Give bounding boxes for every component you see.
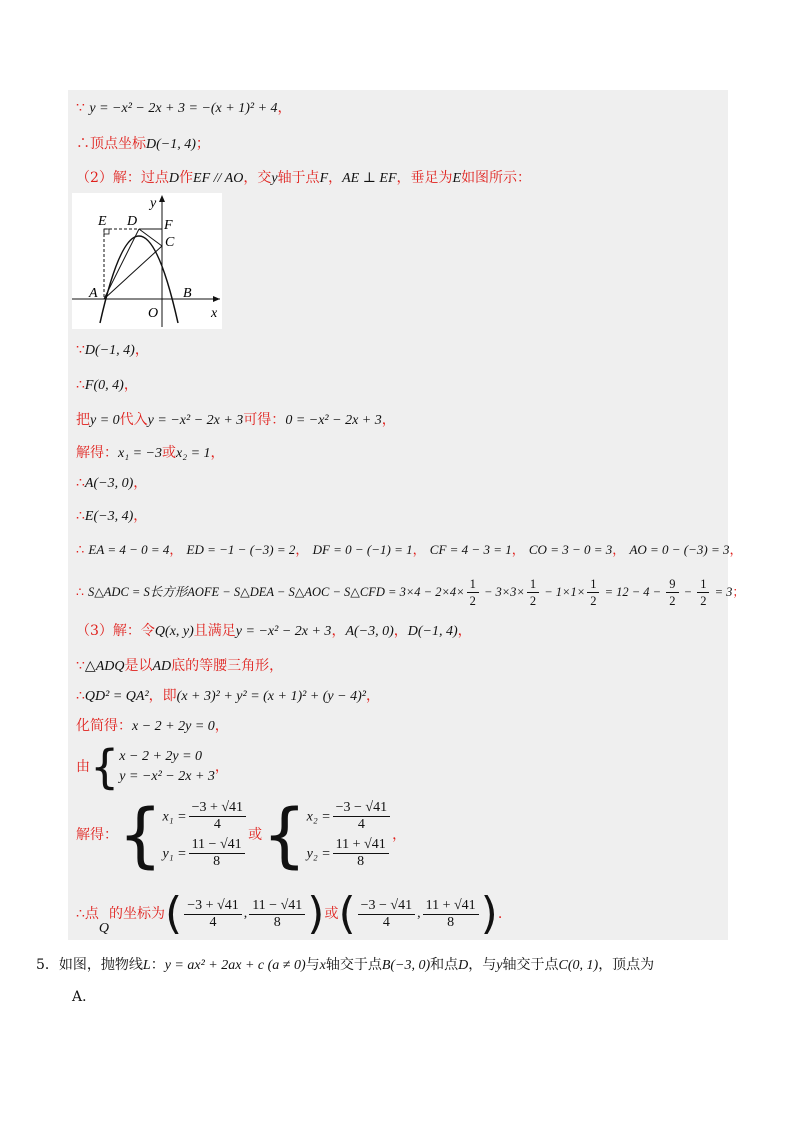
solution-line-12 [76,621,472,642]
point-f: F [319,171,329,186]
solution-line-11 [76,576,745,609]
therefore-symbol: ∴ [76,906,85,922]
label-y: y [150,196,157,211]
y1-label: y₁ = [162,846,187,862]
text: 由 [76,759,90,775]
parabola-figure [72,193,222,329]
label-c: C [165,235,175,250]
numerator: 1 [467,576,479,593]
because-symbol: ∵ [76,100,85,116]
therefore-symbol: ∴ [76,543,85,558]
numerator: −3 + √41 [184,898,241,915]
denominator: 4 [357,817,365,832]
text: ，垂足为 [396,170,453,186]
segment-ac [104,246,162,299]
math: − 3×3× [480,585,525,599]
denominator: 8 [357,854,365,869]
math: y = −x² − 2x + 3 [147,413,244,428]
point-c: C(0, 1) [558,958,599,973]
text: ， [331,623,346,639]
part3-label: （3）解：令 [76,623,155,639]
punct: ， [511,543,525,558]
text: 是以 [124,658,153,674]
math: EA = 4 − 0 = 4 [88,542,170,557]
y-axis-symbol: y [496,958,503,973]
math: (x + 3)² + y² = (x + 1)² + (y − 4)² [176,689,366,704]
problem-5-line-2 [72,987,96,1007]
label-e: E [98,214,107,229]
solution-line-1 [76,98,292,119]
text: ， [393,623,408,639]
label-d: D [127,214,138,229]
parabola-equation: y = ax² + 2ax + c (a ≠ 0) [164,958,306,973]
text: 如图所示： [461,170,532,186]
because-symbol: ∵ [76,658,85,674]
x2-label: x₂ = [306,809,331,825]
vertex-label: 顶点坐标 [90,136,146,152]
text: ，交 [243,170,272,186]
punct: ， [612,543,626,558]
numerator: 11 + √41 [423,898,479,915]
comma: , [243,906,248,921]
text: 或 [161,445,176,461]
point-d: D [168,171,180,186]
right-paren: ) [307,888,325,939]
label-o: O [148,306,159,321]
point-d: D [458,958,469,973]
text: ，与 [468,957,497,973]
denominator: 8 [273,914,281,930]
text: 或 [324,906,339,922]
math: D(−1, 4) [407,624,458,639]
x-axis-arrow [213,296,220,302]
numerator: 11 − √41 [249,898,305,915]
therefore-symbol: ∴ [76,475,85,491]
math: AO = 0 − (−3) = 3 [629,542,730,557]
punct: ， [269,658,284,674]
math: DF = 0 − (−1) = 1 [312,542,413,557]
comma: , [417,906,421,921]
denominator: 4 [213,817,221,832]
equation-2: y = −x² − 2x + 3 [119,769,215,784]
denominator: 8 [213,854,221,869]
text: 或 [248,827,263,843]
text: 点 [84,906,99,922]
parallel-statement: EF // AO [193,171,244,186]
solution-line-3 [76,168,531,189]
punct: ， [134,342,149,358]
punct: ， [133,475,148,491]
denominator: 2 [590,594,597,608]
denominator: 2 [669,594,676,608]
punct: ； [195,136,210,152]
perpendicular-statement: AE ⊥ EF [342,171,397,186]
label-b: B [183,286,192,301]
solution-line-9 [76,506,147,527]
math: x₁ = −3 [118,446,162,461]
text: 底的等腰三角形 [171,658,270,674]
math: x₂ = 1 [175,446,211,461]
punct: ， [277,100,292,116]
left-brace: { [90,740,120,794]
solution-line-18 [76,888,503,939]
because-symbol: ∵ [76,342,85,358]
point-f-coordinate: F(0, 4) [84,378,124,393]
text: 化简得： [76,718,132,734]
vertex-coordinate: D(−1, 4) [146,137,196,152]
numerator: 1 [697,576,709,593]
text: 作 [179,170,194,186]
point-e: E [452,171,462,186]
solution-line-14 [76,686,380,707]
left-paren: ( [338,888,356,939]
label-a: A [89,286,98,301]
therefore-symbol: ∴ [76,377,85,393]
part2-label: （2）解：过点 [76,170,169,186]
numerator: 11 + √41 [333,837,389,854]
text: A． [72,989,97,1005]
denominator: 2 [700,594,707,608]
text: ， [328,170,343,186]
text: 且满足 [193,623,236,639]
y-axis-symbol: y [271,171,278,186]
therefore-symbol: ∴ [76,584,84,599]
punct: ， [214,759,229,775]
denominator: 2 [469,594,476,608]
punct: ， [214,718,229,734]
text: 轴交于点 [325,957,382,973]
point-q: Q(x, y) [154,624,194,639]
math: CF = 4 − 3 = 1 [429,542,512,557]
math: y = 0 [90,413,120,428]
numerator: 1 [527,576,539,593]
punct: ； [732,584,745,599]
math: x − 2 + 2y = 0 [132,719,215,734]
numerator: 11 − √41 [189,837,245,854]
numerator: −3 + √41 [189,800,246,817]
punct: ， [295,543,309,558]
punct: ， [457,623,472,639]
point-d-coordinate: D(−1, 4) [84,343,135,358]
text: ，即 [148,688,177,704]
left-brace: { [262,794,307,876]
solution-line-2 [76,134,210,155]
text: 和点 [430,957,459,973]
solution-line-13 [76,656,283,677]
point-b: B(−3, 0) [381,958,431,973]
numerator: 1 [587,576,599,593]
text: ： [150,957,165,973]
therefore-symbol: ∴ [76,688,85,704]
point-q: Q [98,921,110,936]
text: 轴交于点 [502,957,559,973]
math: y = −x² − 2x + 3 [235,624,332,639]
math: CO = 3 − 0 = 3 [528,542,613,557]
parabola-diagram [72,193,222,329]
solution-line-7 [76,443,225,464]
therefore-symbol: ∴ [76,136,90,152]
left-paren: ( [165,888,183,939]
punct: ， [169,543,183,558]
label-x: x [211,306,218,321]
solution-line-17 [76,794,407,876]
area-expression: S△ADC = S长方形AOFE − S△DEA − S△AOC − S△CFD = 3×4 − 2×4× [87,585,465,599]
point-e-coordinate: E(−3, 4) [84,509,134,524]
math: 0 = −x² − 2x + 3 [285,413,382,428]
segment-ad [104,229,139,299]
denominator: 4 [209,914,217,930]
text: 把 [76,412,90,428]
punct: ， [210,445,225,461]
solution-line-6 [76,410,396,431]
numerator: −3 − √41 [358,898,415,915]
math: A(−3, 0) [345,624,394,639]
problem-5-line-1 [36,955,654,976]
text: 解得： [76,445,118,461]
text: 解得： [76,827,118,843]
x1-label: x₁ = [162,809,187,825]
text: 5．如图，抛物线 [36,957,143,973]
text: 可得： [243,412,286,428]
punct: ， [123,377,138,393]
math: QD² = QA² [84,689,149,704]
math: = 3 [711,585,733,599]
x-axis-symbol: x [319,958,326,973]
punct: ， [729,543,743,558]
left-brace: { [118,794,163,876]
punct: ， [392,827,407,843]
math: AD [152,659,172,674]
text: 代入 [119,412,148,428]
text: 与 [305,957,320,973]
parabola-name: L [142,958,151,973]
right-angle-mark [104,229,109,234]
math: − [680,585,696,599]
right-paren: ) [480,888,498,939]
text: 轴于点 [277,170,320,186]
equation-1: x − 2 + 2y = 0 [119,749,203,764]
numerator: −3 − √41 [333,800,390,817]
punct: ， [365,688,380,704]
solution-line-15 [76,716,229,737]
text: ，顶点为 [598,957,655,973]
punct: ， [412,543,426,558]
math: ED = −1 − (−3) = 2 [186,542,296,557]
math: △ADQ [84,659,125,674]
punct: ， [381,412,396,428]
denominator: 8 [447,914,455,930]
y-axis-arrow [159,195,165,202]
solution-line-10 [76,540,743,561]
punct: ， [133,508,148,524]
math: = 12 − 4 − [601,585,665,599]
therefore-symbol: ∴ [76,508,85,524]
math: − 1×1× [541,585,586,599]
punct: . [497,906,503,922]
vertex-form-equation: y = −x² − 2x + 3 = −(x + 1)² + 4 [89,101,278,116]
y2-label: y₂ = [306,846,331,862]
solution-line-5 [76,375,138,396]
text: 的坐标为 [109,906,166,922]
solution-line-16 [76,740,229,794]
label-f: F [164,218,173,233]
denominator: 4 [382,914,390,930]
numerator: 9 [666,576,678,593]
denominator: 2 [529,594,537,608]
solution-line-8 [76,473,147,494]
point-a-coordinate: A(−3, 0) [84,476,134,491]
solution-line-4 [76,340,149,361]
